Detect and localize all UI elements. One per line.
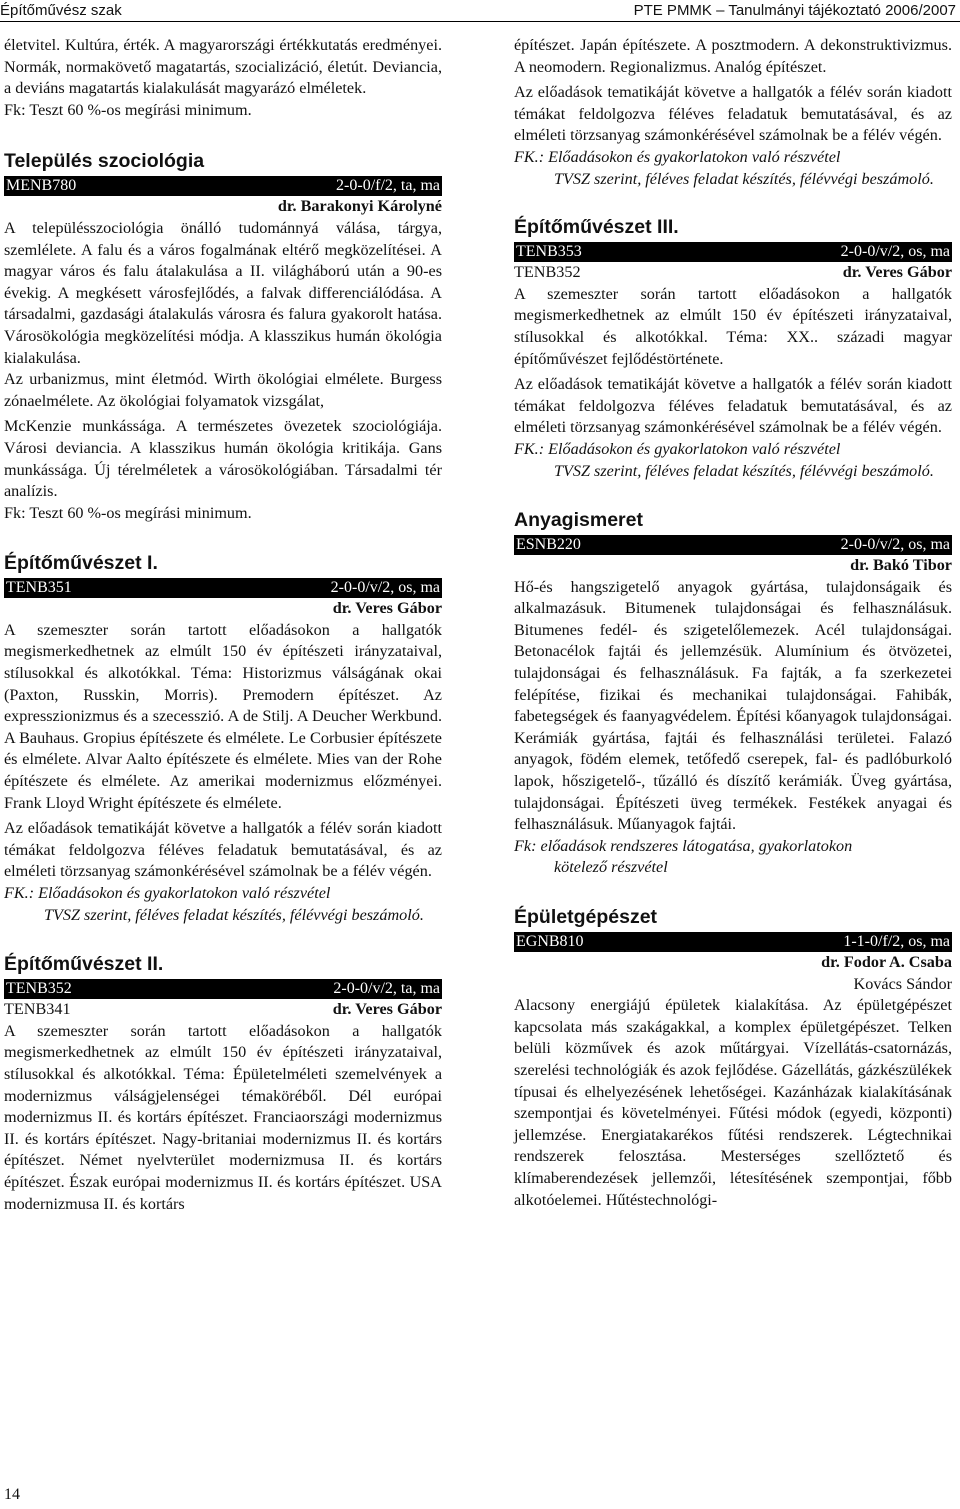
course-credit: 1-1-0/f/2, os, ma [843,933,950,950]
course-fk: FK.: Előadásokon és gyakorlatokon való részvétel [4,884,331,902]
course-description: Alacsony energiájú épületek kialakítása. Az épületgépészet kapcsolata más szakágakkal, a komplex épületgépészet. Telken belüli közművek és azok műtárgyai. Vízellátás-csatornázás, szerelési technológiák és azok fejlődése. Gázellátás, gázkészülékek típusai és elhelyezésének lehetőségei. Kazánházak kialakításának szempontjai és követelményei. Fűtési módok (egyedi, központi) jellemzése. Energiatakarékos fűtési rendszerek. Légtechnikai rendszerek felosztása. Mesterséges szellőztető és klímaberendezések jellemzői, létesítésének szempontjai, főbb alkotóelemei. Hűtéstechnológi- [514,996,952,1209]
page-number: 14 [4,1486,20,1503]
continued-text: Az előadások tematikáját követve a hallgatók a félév során kiadott témákat feldolgozva féléves feladatuk bemutatásával, és az elméleti törzsanyag számonkérésével számolnak be a félév végén. [514,83,952,145]
course-credit: 2-0-0/v/2, ta, ma [333,980,440,998]
continued-text: építészet. Japán építészete. A posztmodern. A dekonstruktivizmus. A neomodern. Regionalizmus. Analóg építészet. [514,36,952,76]
running-header [0,0,960,22]
right-column [514,38,952,1211]
course-title: Építőművészet II. [4,953,164,976]
lecturer: dr. Fodor A. Csaba [821,953,952,971]
course-code-bar [4,979,442,999]
course-fk: Fk: Teszt 60 %-os megírási minimum. [4,503,252,522]
course-fk: FK.: Előadásokon és gyakorlatokon való részvétel [514,439,841,458]
course-fk-detail: kötelező részvétel [554,858,668,877]
prereq-row [4,999,442,1021]
course-title: Építőművészet I. [4,552,158,575]
course-description: A szemeszter során tartott előadásokon a hallgatók megismerkedhetnek az elmúlt 150 év építészeti irányzataival, stílusokkal és alkotókkal. Téma: Épületelméleti szemelvények a modernizmus válságjelenségei témaköréből. Dél európai modernizmus II. és kortárs építészet. Franciaországi modernizmus II. és kortárs építészet. Nagy-britaniai modernizmus II. és kortárs építészet. Német nyelvterület modernizmusa II. és kortárs építészet. Észak európai modernizmus II. és kortárs építészet. USA modernizmusa II. és kortárs [4,1021,442,1213]
course-code: ESNB220 [516,536,581,554]
lecturer: dr. Veres Gábor [332,599,442,618]
prereq-row [514,262,952,284]
course-code-bar [4,578,442,598]
course-description: A szemeszter során tartott előadásokon a hallgatók megismerkedhetnek az elmúlt 150 év építészeti irányzataival, stílusokkal és alkotókkal. Téma: XX.. századi magyar építőművészet fejlődéstörténete. [514,284,952,368]
course-code-bar [4,176,442,196]
course-title: Település szociológia [4,150,205,173]
header-right: PTE PMMK – Tanulmányi tájékoztató 2006/2007 [633,2,956,19]
course-code: EGNB810 [516,933,584,950]
course-title: Épületgépészet [514,906,658,928]
course-description: Hő-és hangszigetelő anyagok gyártása, tulajdonságaik és alkalmazásuk. Bitumenek tulajdonságai és felhasználásuk. Bitumenes fedél- és szigetelőlemezek. Acél tulajdonságai. Betonacélok fajtái és jellemzésük. Alumínium és ötvözetei, tulajdonságai és felhasználásuk. Fa fajták, a fa szerkezetei felépítése, fizikai és mechanikai tulajdonságai. Fahibák, fabetegségek és faanyagvédelem. Építési kőanyagok tulajdonságai. Kerámiák gyártása, fajtái és felhasználási területei. Falazó anyagok, födém elemek, tetőfedő cserepek, fal- és padlóburkoló lapok, hőszigetelő-, tűzálló és díszítő kerámiák. Üveg gyártása, tulajdonságai. Építészeti üveg termékek. Festékek anyagai és felhasználásuk. Műanyagok fajtái. [514,577,952,834]
lecturer: dr. Bakó Tibor [850,556,952,575]
lecturer-secondary: Kovács Sándor [853,974,952,993]
course-credit: 2-0-0/v/2, os, ma [330,579,440,597]
course-description: Az előadások tematikáját követve a hallgatók a félév során kiadott témákat feldolgozva féléves feladatuk bemutatásával, és az elméleti törzsanyag számonkérésével számolnak be a félév végén. [4,819,442,881]
header-left: Építőművész szak [0,2,122,19]
intro-fk: Fk: Teszt 60 %-os megírási minimum. [4,100,252,119]
lecturer: dr. Veres Gábor [332,1000,442,1019]
intro-text: életvitel. Kultúra, érték. A magyarországi értékkutatás eredményei. Normák, normakövető magatartás, szocializáció, életút. Deviancia, a deviáns magatartás kialakulását magyarázó elméletek. [4,36,442,98]
course-description: A településszociológia önálló tudománnyá válása, tárgya, szemlélete. A falu és a város fogalmának eltérő megközelítései. A magyar város és falu átalakulása a II. világháború után a 90-es évekig. A megkésett városfejlődés, a falvak differenciálódása. A társadalmi, gazdasági átalakulás városra és falura gyakorolt hatása. Városökológia megközelítési módja. A klasszikus humán ökológia kialakulása. [4,218,442,367]
course-credit: 2-0-0/v/2, os, ma [840,536,950,554]
course-code: TENB351 [6,579,72,597]
course-fk-detail: TVSZ szerint, féléves feladat készítés, félévvégi beszámoló. [554,461,934,480]
lecturer: dr. Barakonyi Károlyné [277,197,442,216]
course-code-bar [514,535,952,555]
left-column [4,38,442,1215]
course-fk: FK.: Előadásokon és gyakorlatokon való részvétel [514,147,841,166]
course-credit: 2-0-0/f/2, ta, ma [336,177,440,195]
course-title: Építőművészet III. [514,216,679,239]
course-code-bar [514,242,952,262]
course-fk-detail: TVSZ szerint, féléves feladat készítés, félévvégi beszámoló. [44,905,424,924]
prerequisite: TENB341 [4,1000,71,1019]
course-description: McKenzie munkássága. A természetes övezetek szociológiája. Városi deviancia. A klasszikus humán ökológia kritikája. Gans munkássága. Új térelméletek a városökológiában. Társadalmi tér analízis. [4,417,442,501]
course-description: A szemeszter során tartott előadásokon a hallgatók megismerkedhetnek az elmúlt 150 év építészeti irányzataival, stílusokkal és alkotókkal. Téma: Historizmus válságának okai (Paxton, Russkin, Morris). Premodern építészet. Az expresszionizmus és a szecesszió. A de Stilj. A Deucher Werkbund. A Bauhaus. Gropius építészete és elmélete. Le Corbusier építészete és elmélete. Alvar Aalto építészete és elmélete. Mies van der Rohe építészete és elmélete. Az amerikai modernizmus előzményei. Frank Lloyd Wright építészete és elmélete. [4,620,442,812]
lecturer: dr. Veres Gábor [842,263,952,282]
course-description: Az urbanizmus, mint életmód. Wirth ökológiai elmélete. Burgess zónaelmélete. Az ökológiai folyamatok vizsgálat, [4,370,442,410]
course-fk-detail: TVSZ szerint, féléves feladat készítés, félévvégi beszámoló. [554,169,934,188]
course-code: TENB353 [516,243,582,261]
course-title: Anyagismeret [514,509,643,532]
course-code: MENB780 [6,177,77,195]
course-description: Az előadások tematikáját követve a hallgatók a félév során kiadott témákat feldolgozva féléves feladatuk bemutatásával, és az elméleti törzsanyag számonkérésével számolnak be a félév végén. [514,375,952,437]
course-fk: Fk: előadások rendszeres látogatása, gyakorlatokon [514,836,853,855]
course-code: TENB352 [6,980,72,998]
course-code-bar [514,932,952,952]
prerequisite: TENB352 [514,263,581,282]
course-credit: 2-0-0/v/2, os, ma [840,243,950,261]
